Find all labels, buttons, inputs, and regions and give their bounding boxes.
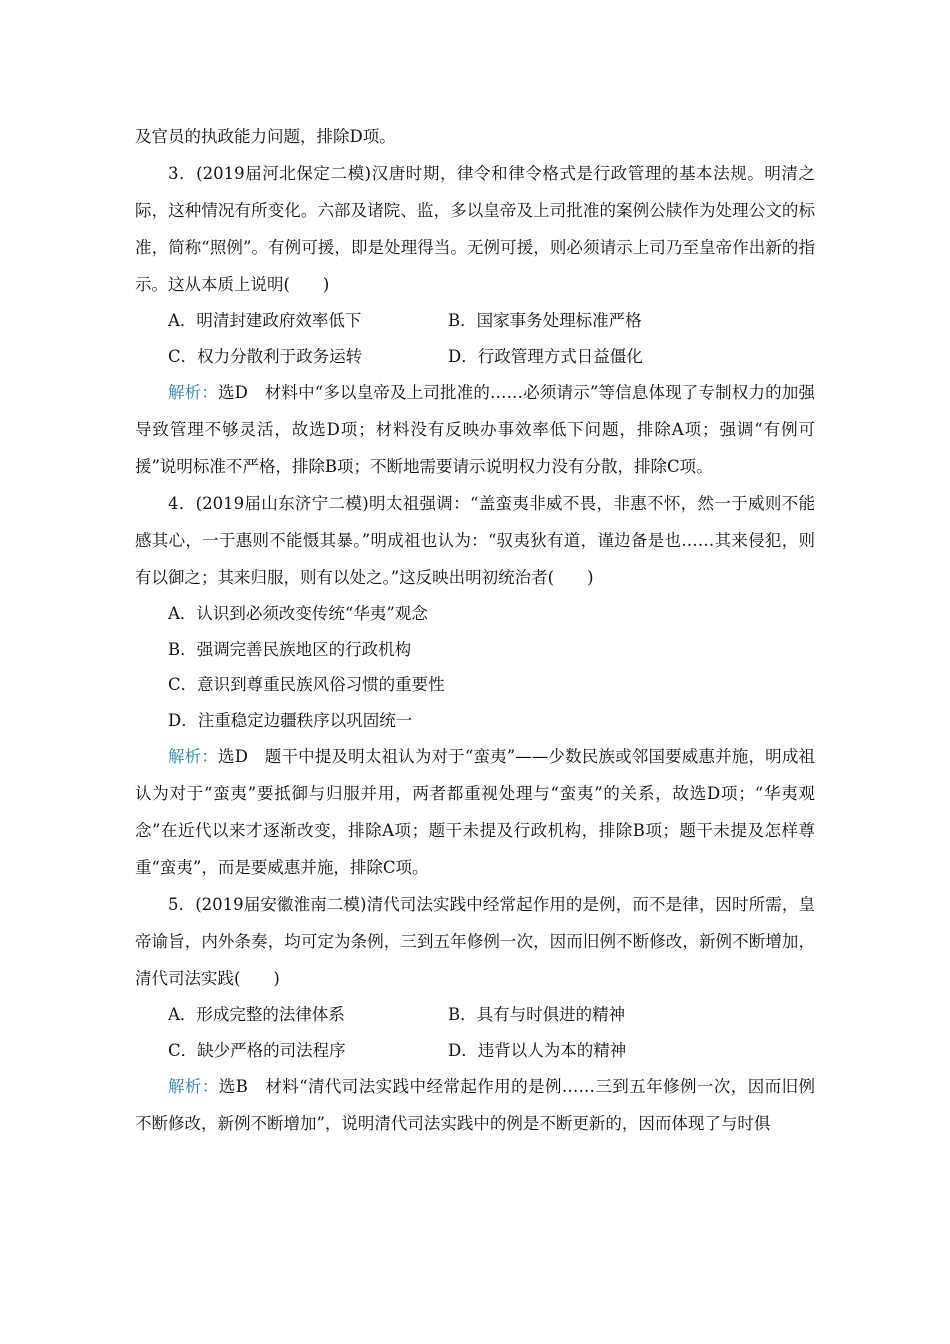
question-5-stem: 5．(2019届安徽淮南二模)清代司法实践中经常起作用的是例，而不是律，因时所需，皇帝谕旨，内外条奏，均可定为条例，三到五年修例一次，因而旧例不断修改，新例不断增加，清代司法实践( ) [135, 895, 815, 988]
continuation-text: 及官员的执政能力问题，排除D项。 [135, 127, 396, 146]
q4-analysis-text: 选D 题干中提及明太祖认为对于“蛮夷”——少数民族或邻国要威惠并施，明成祖认为对于“蛮夷”要抵御与归服并用，两者都重视处理与“蛮夷”的关系，故选D项；“华夷观念”在近代以来才逐渐改变，排除A项；题干未提及行政机构，排除B项；题干未提及怎样尊重“蛮夷”，而是要威惠并施，排除C项。 [135, 747, 816, 877]
q4-option-d: D．注重稳定边疆秩序以巩固统一 [168, 710, 413, 730]
q4-option-b: B．强调完善民族地区的行政机构 [168, 639, 412, 659]
question-4-analysis [135, 738, 815, 886]
q5-analysis-text: 选B 材料“清代司法实践中经常起作用的是例……三到五年修例一次，因而旧例不断修改，新例不断增加”，说明清代司法实践中的例是不断更新的，因而体现了与时俱 [135, 1077, 816, 1133]
q4-analysis-label: 解析： [168, 747, 219, 766]
q4-option-a: A．认识到必须改变传统“华夷”观念 [168, 604, 428, 623]
question-3-stem: 3．(2019届河北保定二模)汉唐时期，律令和律令格式是行政管理的基本法规。明清之际，这种情况有所变化。六部及诸院、监，多以皇帝及上司批准的案例公牍作为处理公文的标准，简称“照例”。有例可援，即是处理得当。无例可援，则必须请示上司乃至皇帝作出新的指示。这从本质上说明( ) [135, 164, 815, 294]
q4-option-c: C．意识到尊重民族风俗习惯的重要性 [168, 675, 445, 694]
q5-analysis-label: 解析： [168, 1077, 219, 1096]
question-5-options-row-1 [135, 997, 815, 1033]
question-3-analysis [135, 374, 815, 485]
q5-option-c: C．缺少严格的司法程序 [168, 1040, 346, 1060]
q5-option-b: B．具有与时俱进的精神 [448, 1005, 626, 1024]
question-5-analysis [135, 1068, 815, 1142]
question-3-options-row-1 [135, 303, 815, 339]
question-5-options-row-2 [135, 1033, 815, 1069]
q3-option-c: C．权力分散利于政务运转 [168, 346, 363, 366]
q5-option-a: A．形成完整的法律体系 [168, 1005, 345, 1024]
q5-option-d: D．违背以人为本的精神 [448, 1040, 627, 1060]
question-4-stem: 4．(2019届山东济宁二模)明太祖强调：“盖蛮夷非威不畏，非惠不怀，然一于威则不能感其心，一于惠则不能慑其暴。”明成祖也认为：“驭夷狄有道，谨边备是也……其来侵犯，则有以御之；其来归服，则有以处之。”这反映出明初统治者( ) [135, 494, 815, 587]
question-3-options-row-2 [135, 339, 815, 375]
q3-analysis-text: 选D 材料中“多以皇帝及上司批准的……必须请示”等信息体现了专制权力的加强导致管理不够灵活，故选D项；材料没有反映办事效率低下问题，排除A项；强调“有例可援”说明标准不严格，排除B项；不断地需要请示说明权力没有分散，排除C项。 [135, 383, 816, 476]
q3-analysis-label: 解析： [168, 383, 219, 402]
q3-option-b: B．国家事务处理标准严格 [448, 311, 642, 330]
q3-option-a: A．明清封建政府效率低下 [168, 311, 362, 330]
q3-option-d: D．行政管理方式日益僵化 [448, 346, 643, 366]
